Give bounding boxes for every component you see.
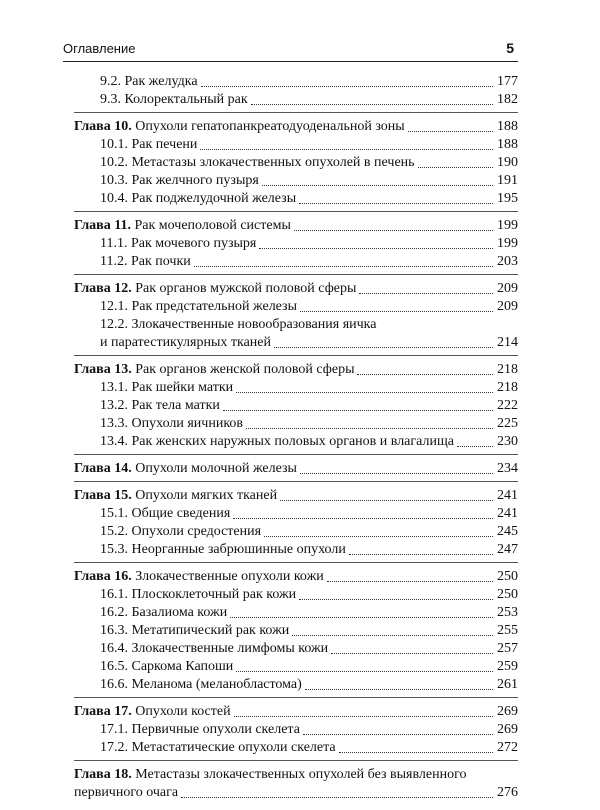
toc-entry: 11.1. Рак мочевого пузыря 199 [100, 236, 518, 251]
toc-entry: 16.2. Базалиома кожи 253 [100, 605, 518, 620]
toc-entry-line2: и паратестикулярных тканей 214 [100, 335, 518, 350]
toc-entry: 16.4. Злокачественные лимфомы кожи 257 [100, 641, 518, 656]
toc-entry: 16.3. Метатипический рак кожи 255 [100, 623, 518, 638]
toc-entry: 15.1. Общие сведения 241 [100, 506, 518, 521]
toc-entry: 17.2. Метастатические опухоли скелета 272 [100, 740, 518, 755]
toc-entry: 12.1. Рак предстательной железы 209 [100, 299, 518, 314]
running-header [63, 40, 514, 56]
toc-entry: 11.2. Рак почки 203 [100, 254, 518, 269]
chapter-16 [74, 568, 518, 698]
chapter-18 [74, 766, 518, 805]
toc-entry: 16.1. Плоскоклеточный рак кожи 250 [100, 587, 518, 602]
chapter-13 [74, 361, 518, 455]
toc-entry: 10.2. Метастазы злокачественных опухолей в печень 190 [100, 155, 518, 170]
page-number: 5 [506, 40, 514, 56]
toc-entry: 13.3. Опухоли яичников 225 [100, 416, 518, 431]
toc-entry: 10.1. Рак печени 188 [100, 137, 518, 152]
chapter-heading: Глава 16. Злокачественные опухоли кожи 250 [74, 569, 518, 584]
chapter-15 [74, 487, 518, 563]
toc-entry: 15.2. Опухоли средостения 245 [100, 524, 518, 539]
toc-continuation [74, 73, 518, 113]
toc-entry: 13.2. Рак тела матки 222 [100, 398, 518, 413]
chapter-heading: Глава 10. Опухоли гепатопанкреатодуоденальной зоны 188 [74, 119, 518, 134]
chapter-12 [74, 280, 518, 356]
toc-entry: 13.4. Рак женских наружных половых органов и влагалища 230 [100, 434, 518, 449]
chapter-10 [74, 118, 518, 212]
toc-entry: 9.2. Рак желудка 177 [100, 74, 518, 89]
header-rule [63, 61, 518, 62]
toc-entry: 10.3. Рак желчного пузыря 191 [100, 173, 518, 188]
toc-entry-line1: 12.2. Злокачественные новообразования яичка [100, 317, 377, 332]
section-title: Оглавление [63, 41, 136, 56]
chapter-heading: Глава 11. Рак мочеполовой системы 199 [74, 218, 518, 233]
chapter-heading: Глава 14. Опухоли молочной железы 234 [74, 461, 518, 476]
chapter-heading-line2: первичного очага 276 [74, 785, 518, 800]
toc-entry: 10.4. Рак поджелудочной железы 195 [100, 191, 518, 206]
chapter-heading: Глава 12. Рак органов мужской половой сферы 209 [74, 281, 518, 296]
toc-entry: 16.6. Меланома (меланобластома) 261 [100, 677, 518, 692]
chapter-14 [74, 460, 518, 482]
toc-entry: 9.3. Колоректальный рак 182 [100, 92, 518, 107]
toc-entry: 16.5. Саркома Капоши 259 [100, 659, 518, 674]
chapter-17 [74, 703, 518, 761]
chapter-11 [74, 217, 518, 275]
toc-entry: 17.1. Первичные опухоли скелета 269 [100, 722, 518, 737]
table-of-contents [74, 73, 518, 810]
chapter-heading: Глава 15. Опухоли мягких тканей 241 [74, 488, 518, 503]
toc-entry: 13.1. Рак шейки матки 218 [100, 380, 518, 395]
chapter-heading-line1: Глава 18. Метастазы злокачественных опухолей без выявленного [74, 767, 467, 782]
toc-entry: 15.3. Неорганные забрюшинные опухоли 247 [100, 542, 518, 557]
chapter-heading: Глава 17. Опухоли костей 269 [74, 704, 518, 719]
chapter-heading: Глава 13. Рак органов женской половой сферы 218 [74, 362, 518, 377]
